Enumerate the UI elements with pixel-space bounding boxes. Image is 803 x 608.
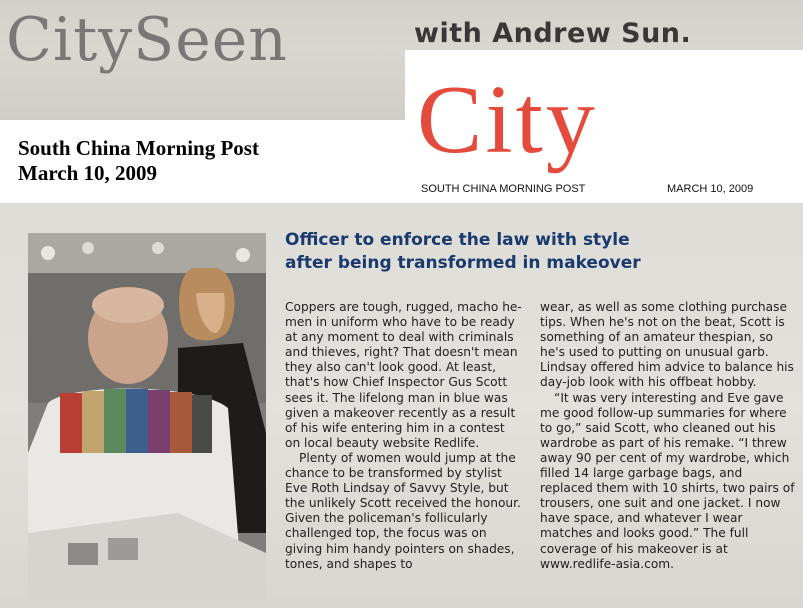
article-clipping xyxy=(0,203,803,608)
article-column-1 xyxy=(285,300,523,572)
paragraph: Plenty of women would jump at the chance to be transformed by stylist Eve Roth Lindsay of Savvy Style, but the unlikely Scott received the honour. Given the policeman's follicularly challenged top, the focus was on giving him handy pointers on shades, tones, and shapes to xyxy=(285,450,521,571)
paragraph: “It was very interesting and Eve gave me good follow-up summaries for where to go,” said Scott, who cleaned out his wardrobe as part of his remake. “I threw away 90 per cent of my wardrobe, which filled 14 large garbage bags, and replaced them with 10 shirts, two pairs of trousers, one suit and one jacket. I now have space, and whatever I wear matches and looks good.” The full coverage of his makeover is at www.redlife-asia.com. xyxy=(540,390,795,571)
section-title: City xyxy=(417,66,598,174)
headline-line-2: after being transformed in makeover xyxy=(285,253,641,273)
paragraph: Coppers are tough, rugged, macho he-men in uniform who have to be ready at any moment to deal with criminals and thieves, right? That doesn't mean they also can't look good. At least, that's how Chief Inspector Gus Scott sees it. The lifelong man in blue was given a makeover recently as a result of his wife entering him in a contest on local beauty website Redlife. xyxy=(285,300,522,450)
article-headline xyxy=(285,229,755,275)
section-logo-panel xyxy=(405,50,803,205)
paragraph: wear, as well as some clothing purchase tips. When he's not on the beat, Scott is something of an amateur thespian, so he's used to putting on unusual garb. Lindsay offered him advice to balance his day-job look with his offbeat hobby. xyxy=(540,300,794,390)
makeover-photo-image xyxy=(28,233,266,599)
article-column-2 xyxy=(540,300,795,572)
source-label xyxy=(18,136,259,186)
headline-line-1: Officer to enforce the law with style xyxy=(285,230,630,250)
date-small: MARCH 10, 2009 xyxy=(667,183,754,195)
article-photo xyxy=(28,233,266,599)
cityseen-title xyxy=(6,4,288,76)
source-small: SOUTH CHINA MORNING POST xyxy=(421,183,586,195)
source-name: South China Morning Post xyxy=(18,136,259,160)
cityseen-part2: Seen xyxy=(133,5,288,75)
columnist-byline: with Andrew Sun. xyxy=(414,18,692,49)
cityseen-part1: City xyxy=(6,5,134,75)
source-date: March 10, 2009 xyxy=(18,161,158,185)
